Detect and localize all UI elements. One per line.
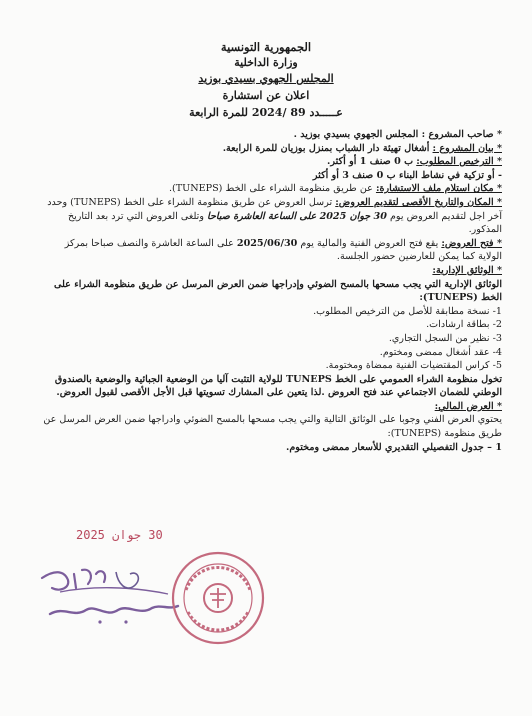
opening-label: * فتح العروض: bbox=[441, 237, 502, 249]
license-line bbox=[40, 155, 502, 169]
ministry-heading: وزارة الداخلية bbox=[234, 56, 298, 69]
list-item: 4- عقد أشغال ممضى ومختوم. bbox=[379, 346, 502, 358]
notice-number: عـــــدد 89 /2024 للمرة الرابعة bbox=[189, 106, 343, 119]
admin-docs-label: * الوثائق الإدارية: bbox=[432, 264, 502, 276]
deadline-text: ترسل العروض عن طريق منظومة الشراء على الخط (TUNEPS) وحدد آخر اجل لتقديم العروض يوم bbox=[47, 196, 502, 222]
council-heading: المجلس الجهوي بسيدي بوزيد bbox=[198, 72, 334, 85]
financial-offer-intro: يحتوي العرض الفني وجوبا على الوثائق التالية والتي يجب مسحها بالمسح الضوئي وادراجها ضمن العرض المرسل عن طريق منظومة (TUNEPS): bbox=[43, 414, 502, 440]
deadline-label: * المكان والتاريخ الأقصى لتقديم العروض: bbox=[335, 196, 502, 208]
notice-heading: اعلان عن استشارة bbox=[222, 89, 310, 102]
opening-text-2: على الساعة العاشرة والنصف صباحا بمركز الولاية كما يمكن للعارضين حضور الجلسة. bbox=[64, 237, 502, 263]
financial-docs-list bbox=[40, 441, 502, 455]
receive-line bbox=[40, 182, 502, 196]
opening-line bbox=[40, 237, 502, 264]
opening-date: 2025/06/30 bbox=[236, 237, 298, 249]
list-item: 2- بطاقة ارشادات. bbox=[426, 319, 502, 331]
list-item: 5- كراس المقتضيات الفنية ممضاة ومختومة. bbox=[325, 360, 502, 372]
receive-label: * مكان استلام ملف الاستشارة: bbox=[375, 183, 502, 195]
official-seal bbox=[168, 548, 268, 648]
opening-text: يقع فتح العروض الفنية والمالية يوم bbox=[300, 237, 439, 249]
list-item: 3- نظير من السجل التجاري. bbox=[388, 332, 502, 344]
deadline-text-2: وتلغى العروض التي ترد بعد التاريخ المذكور. bbox=[67, 210, 502, 236]
signature-image bbox=[30, 540, 190, 630]
project-label: * بيان المشروع : bbox=[432, 142, 502, 154]
admin-docs-intro: الوثائق الإدارية التي يجب مسحها بالمسح الضوئي وإدراجها ضمن العرض المرسل عن طريق منظومة الشراء على الخط (TUNEPS): bbox=[53, 278, 502, 304]
admin-docs-list bbox=[40, 305, 502, 373]
list-item: 1 – جدول التفصيلي التقديري للأسعار ممضى ومختوم. bbox=[286, 441, 502, 453]
project-text: أشغال تهيئة دار الشباب بمنزل بوزيان للمرة الرابعة. bbox=[222, 142, 430, 154]
license-text: ب 0 صنف 1 أو أكثر. bbox=[327, 156, 414, 168]
financial-offer-label: * العرض المالي: bbox=[434, 400, 502, 412]
deadline-line bbox=[40, 196, 502, 237]
deadline-date: 30 جوان 2025 على الساعة العاشرة صباحا bbox=[207, 210, 387, 222]
republic-heading: الجمهورية التونسية bbox=[220, 40, 312, 54]
owner-line: * صاحب المشروع : المجلس الجهوي بسيدي بوزيد . bbox=[293, 129, 502, 140]
license-label: * الترخيص المطلوب: bbox=[416, 156, 502, 168]
license-alt-line: - أو تزكية في نشاط البناء ب 0 صنف 3 أو أكثر bbox=[312, 169, 502, 181]
receive-text: عن طريق منظومة الشراء على الخط (TUNEPS). bbox=[168, 183, 373, 195]
list-item: 1- نسخة مطابقة للأصل من الترخيص المطلوب. bbox=[313, 305, 502, 317]
tuneps-note: تخول منظومة الشراء العمومي على الخط TUNEPS للولاية التثبت آليا من الوضعية الجبائية والوضعية بالصندوق الوطني للضمان الاجتماعي عند فتح العروض .لذا يتعين على المشارك تسويتها قبل الأجل الأقصى لقبول العروض. bbox=[54, 373, 502, 399]
date-stamp: 30 جوان 2025 bbox=[76, 528, 163, 542]
notice-body bbox=[40, 128, 502, 454]
project-line bbox=[40, 142, 502, 156]
